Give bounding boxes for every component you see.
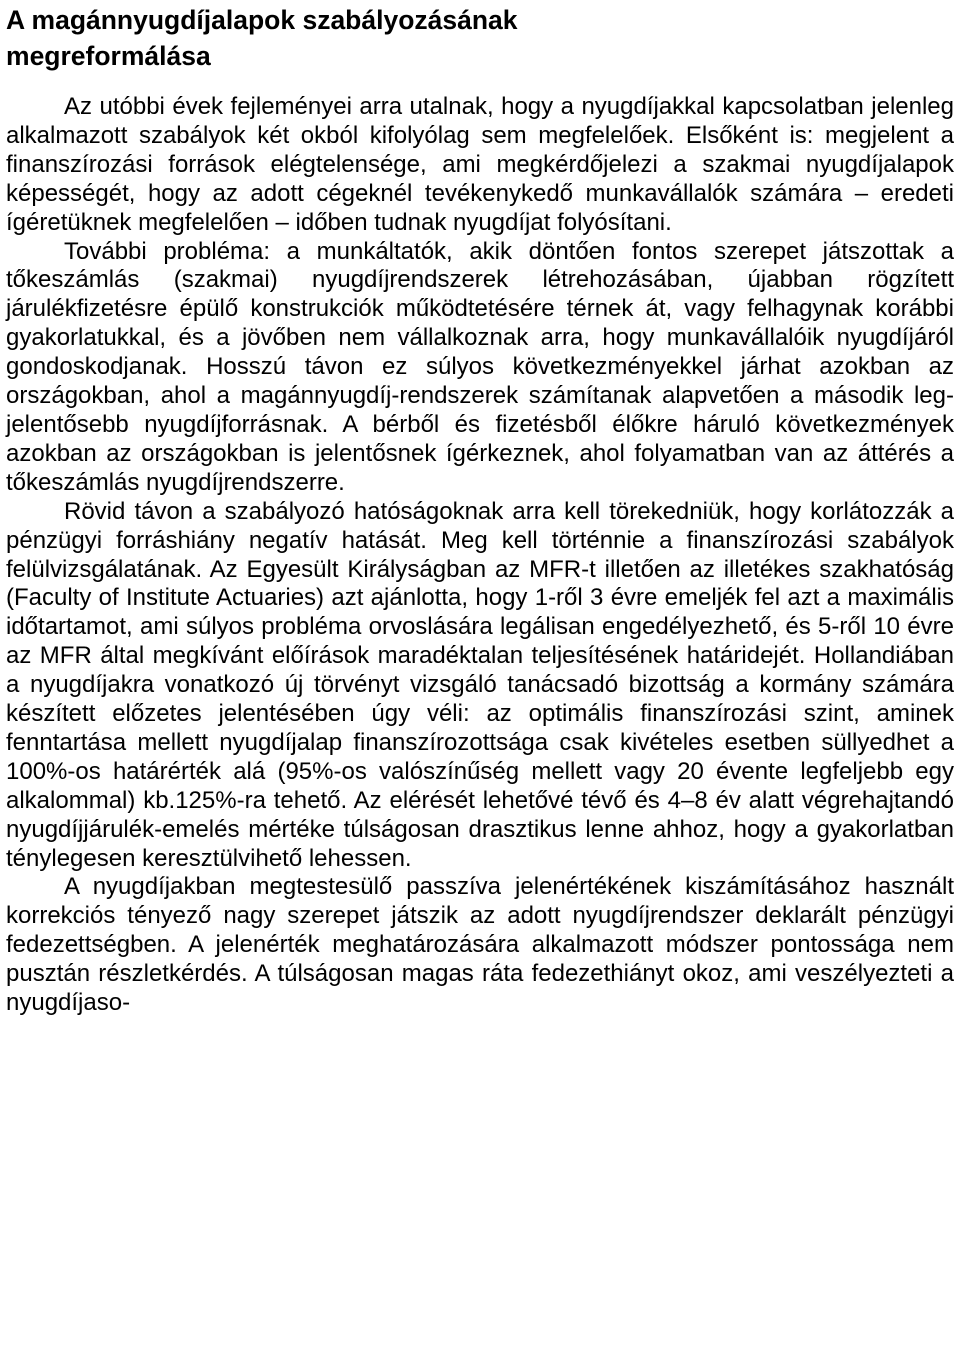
paragraph-1: Az utóbbi évek fejleményei arra utalnak, hogy a nyugdíjakkal kapcsolatban jelenleg alkalmazott szabályok két okból kifolyólag sem megfelelőek. Elsőként is: megjelent a finanszírozási források elégtelensége, ami megkérdőjelezi a szakmai nyugdíjalapok képességét, hogy az adott cégeknél tevékenykedő munkavállalók számára – eredeti ígéretüknek megfelelően – időben tudnak nyugdíjat folyósítani.: [6, 93, 954, 236]
paragraph-4: A nyugdíjakban megtestesülő passzíva jelenértékének kiszámításához használt korrekciós tényező nagy szerepet játszik az adott nyugdíjrendszer deklarált pénzügyi fedezettségben. A jelenérték meghatározására alkalmazott módszer pontossága nem pusztán részletkérdés. A túlságosan magas ráta fedezethiányt okoz, ami veszélyezteti a nyugdíjaso-: [6, 873, 954, 1017]
paragraph-3: Rövid távon a szabályozó hatóságoknak arra kell törekedniük, hogy korlátozzák a pénzügyi forráshiány negatív hatását. Meg kell történnie a finanszírozási szabályok felülvizsgálatának. Az Egyesült Királyságban az MFR-t illetően az illetékes szakhatóság (Faculty of Institute Actuaries) azt ajánlotta, hogy 1-ről 3 évre emeljék fel azt a maximális időtartamot, ami súlyos probléma orvoslására legálisan engedélyezhető, és 5-ről 10 évre az MFR által megkívánt előírások maradéktalan teljesítésének határidejét. Hollandiában a nyugdíjakra vonatkozó új törvényt vizsgáló tanácsadó bizottság a kormány számára készített előzetes jelentésében úgy véli: az optimális finanszírozási szint, aminek fenntartása mellett nyugdíjalap finanszírozottsága csak kivételes esetben süllyedhet a 100%-os határérték alá (95%-os valószínűség mellett vagy 20 évente legfeljebb egy alkalommal) kb.125%-ra tehető. Az elérését lehetővé tévő és 4–8 év alatt végrehajtandó nyugdíjjárulék-emelés mértéke túlságosan drasztikus lenne ahhoz, hogy a gyakorlatban ténylegesen keresztülvihető lehessen.: [6, 497, 954, 872]
document-body: [6, 93, 954, 1018]
page-title: A magánnyugdíjalapok szabályozásának megreformálása: [6, 5, 518, 71]
paragraph-2: További probléma: a munkáltatók, akik döntően fontos szerepet játszottak a tőkeszámlás (szakmai) nyugdíjrendszerek létrehozásában, újabban rögzített járulékfizetésre épülő konstrukciók működtetésére térnek át, vagy felhagynak korábbi gyakorlatukkal, és a jövőben nem vállalkoznak arra, hogy munkavállalóik nyugdíjáról gondoskodjanak. Hosszú távon ez súlyos következményekkel járhat azokban az országokban, ahol a magánnyugdíj-rendszerek számítanak alapvetően a második legjelentősebb nyugdíjforrásnak. A bérből és fizetésből élőkre háruló következmények azokban az országokban is jelentősnek ígérkeznek, ahol folyamatban van az áttérés a tőkeszámlás nyugdíjrendszerre.: [6, 237, 954, 496]
